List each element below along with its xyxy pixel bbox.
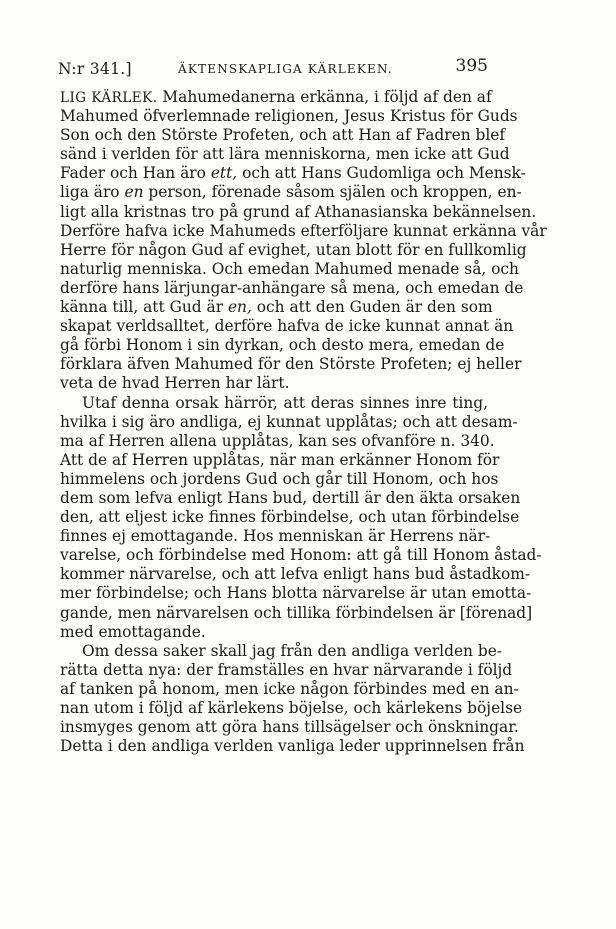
paragraph (60, 88, 547, 394)
text-line: Att de af Herren upplåtas, när man erkänner Honom för (60, 450, 500, 469)
text-line: Om dessa saker skall jag från den andliga verlden be- (82, 641, 503, 660)
text-line: himmelens och jordens Gud och går till Honom, och hos (60, 469, 499, 488)
text-line: ma af Herren allena upplåtas, kan ses ofvanföre n. 340. (60, 431, 495, 450)
text-line: Son och den Störste Profeten, och att Han af Fadren blef (60, 126, 506, 145)
emphasis: en (124, 183, 144, 202)
text-line: af tanken på honom, men icke någon förbindes med en an- (60, 679, 519, 698)
emphasis: ett, (210, 164, 238, 183)
body-text (60, 88, 547, 756)
text-line: Fader och Han äro ett, och att Hans Gudomliga och Mensk- (60, 164, 526, 183)
text-line: hvilka i sig äro andliga, ej kunnat upplåtas; och att desam- (60, 412, 518, 431)
text-line: nan utom i följd af kärlekens böjelse, och kärlekens böjelse (60, 699, 523, 717)
text-line: Herre för någon Gud af evighet, utan blott för en fullkomlig (60, 240, 527, 259)
text-line: skapat verldsalltet, derföre hafva de icke kunnat annat än (60, 317, 514, 336)
text-line: varelse, och förbindelse med Honom: att gå till Honom åstad- (60, 546, 542, 565)
text-line: kommer närvarelse, och att lefva enligt hans bud åstadkom- (60, 565, 531, 584)
running-title: ÄKTENSKAPLIGA KÄRLEKEN. (178, 62, 393, 76)
text-line: den, att eljest icke finnes förbindelse, och utan förbindelse (60, 508, 520, 527)
text-line: LIG KÄRLEK. Mahumedanerna erkänna, i följd af den af (60, 88, 492, 106)
text-line: Utaf denna orsak härrör, att deras sinnes inre ting, (82, 393, 488, 412)
text-line: Derföre hafva icke Mahumeds efterföljare kunnat erkänna vår (60, 221, 547, 240)
text-line: sänd i verlden för att lära menniskorna, men icke att Gud (60, 145, 510, 164)
section-number: N:r 341.] (58, 60, 132, 78)
text-line: känna till, att Gud är en, och att den Guden är den som (60, 298, 493, 317)
text-line: med emottagande. (60, 622, 206, 641)
paragraph (60, 641, 525, 757)
text-line: naturlig menniska. Och emedan Mahumed menade så, och (60, 259, 519, 278)
text-line: insmyges genom att göra hans tillsägelser och önskningar. (60, 718, 519, 737)
emphasis: en, (227, 298, 252, 317)
text-line: gande, men närvarelsen och tillika förbindelsen är [förenad] (60, 603, 533, 622)
running-header (58, 56, 488, 80)
paragraph (60, 393, 542, 642)
text-line: gå förbi Honom i sin dyrkan, och desto mera, emedan de (60, 336, 505, 355)
text-line: rätta detta nya: der framställes en hvar närvarande i följd (60, 660, 513, 679)
text-line: Mahumed öfverlemnade religionen, Jesus Kristus för Guds (60, 107, 518, 126)
text-line: mer förbindelse; och Hans blotta närvarelse är utan emotta- (60, 584, 532, 603)
text-line: finnes ej emottagande. Hos menniskan är Herrens när- (60, 527, 491, 546)
text-line: dem som lefva enligt Hans bud, dertill är den äkta orsaken (60, 488, 521, 507)
run-in-heading: LIG KÄRLEK. (60, 90, 158, 106)
text-line: ligt alla kristnas tro på grund af Athanasianska bekännelsen. (60, 202, 537, 221)
text-line: förklara äfven Mahumed för den Störste Profeten; ej heller (60, 355, 522, 374)
text-line: derföre hans lärjungar-anhängare så mena, och emedan de (60, 278, 524, 297)
text-line: Detta i den andliga verlden vanliga leder upprinnelsen från (60, 737, 525, 756)
text-line: veta de hvad Herren har lärt. (60, 374, 290, 393)
text-line: liga äro en person, förenade såsom själen och kroppen, en- (60, 183, 522, 202)
page-number: 395 (455, 56, 488, 76)
